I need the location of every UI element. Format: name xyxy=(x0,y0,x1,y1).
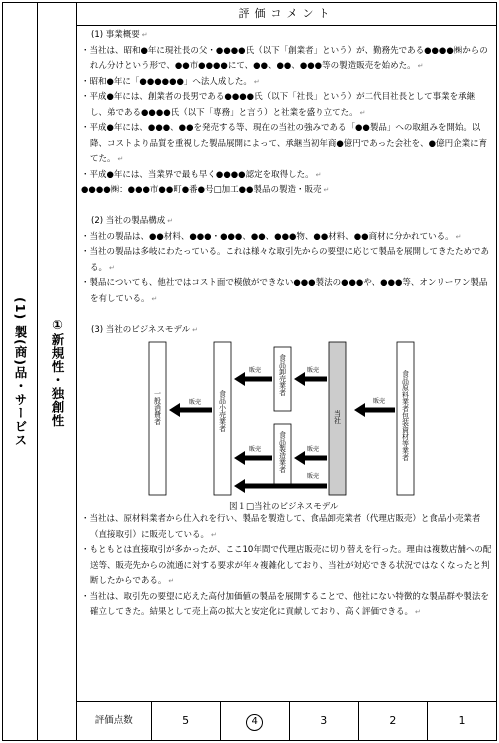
list-item: ・当社は、昭和●年に現社長の父・●●●●氏（以下「創業者」という）が、勤務先である●●●●㈱からのれん分けという形で、●●市●●●●にて、●●、●●、●●●等の製造販売を始めた。 ↵ xyxy=(81,45,488,71)
score-value: 1 xyxy=(458,714,466,727)
score-option-3[interactable] xyxy=(289,702,358,740)
arrow-label: 販売 xyxy=(249,367,262,374)
category-label: (1) 製(商)品・サービス xyxy=(13,296,28,447)
arrow-label: 販売 xyxy=(189,399,202,406)
list-item: ・製品についても、他社ではコスト面で模倣ができない●●●製法の●●●や、●●●等、オンリーワン製品を有している。 ↵ xyxy=(81,278,488,304)
section-title: (1) 事業概要 ↵ xyxy=(91,30,148,40)
retail-label: 食品小売業者 xyxy=(218,390,227,432)
arrow-label: 販売 xyxy=(249,446,262,453)
arrowhead xyxy=(234,451,245,465)
paragraph-mark: ↵ xyxy=(415,608,421,616)
score-row xyxy=(77,701,496,740)
list-item: ・当社の製品は、●●材料、●●●・●●●、●●、●●●物、●●材料、●●商材に分かれている。 ↵ xyxy=(81,231,462,242)
comment-area xyxy=(77,3,496,740)
arrow-label: 販売 xyxy=(307,446,320,453)
arrow-label: 販売 xyxy=(373,398,386,405)
section-title: (2) 当社の製品構成 ↵ xyxy=(91,216,174,226)
paragraph-mark: ↵ xyxy=(455,232,462,241)
arrowhead xyxy=(294,372,305,386)
arrow-label: 販売 xyxy=(307,473,320,480)
list-item: ●●●●㈱：●●●市●●町●番●号□加工●●製品の製造・販売 ↵ xyxy=(81,185,330,195)
score-label: 評価点数 xyxy=(94,715,133,726)
score-value: 3 xyxy=(320,714,328,727)
arrowhead xyxy=(354,403,365,417)
paragraph-mark: ↵ xyxy=(109,263,115,272)
score-value-selected: 4 xyxy=(246,714,263,731)
score-value: 5 xyxy=(182,714,190,727)
arrowhead xyxy=(294,451,305,465)
arrowhead xyxy=(234,479,245,493)
supplier-label: 食品原料業者包装資材等業者 xyxy=(401,370,410,461)
diagram-caption: 図１□当社のビジネスモデル xyxy=(229,502,339,512)
subcategory-label: ①新規性・独創性 xyxy=(50,316,65,427)
processing-label: 食品製造業者 xyxy=(278,431,287,473)
business-model-diagram xyxy=(81,340,494,512)
paragraph-mark: ↵ xyxy=(141,31,148,39)
section-title: (3) 当社のビジネスモデル ↵ xyxy=(91,324,198,335)
paragraph-mark: ↵ xyxy=(315,170,322,179)
list-item: ・当社の製品は多岐にわたっている。これは様々な取引先からの要望に応じて製品を展開してきたためである。 ↵ xyxy=(81,247,490,273)
paragraph-mark: ↵ xyxy=(117,155,124,163)
list-item: ・当社は、取引先の要望に応えた高付加価値の製品を展開することで、他社にない特徴的な製品群や製法を確立してきた。結果として売上高の拡大と安定化に貢献しており、高く評価できる。 ↵ xyxy=(81,591,489,617)
paragraph-mark: ↵ xyxy=(211,530,217,539)
company-label: 当社 xyxy=(333,410,342,424)
list-item: ・昭和●年に「●●●●●●」へ法人成した。 ↵ xyxy=(81,76,260,87)
paragraph-mark: ↵ xyxy=(253,77,260,86)
category-column xyxy=(3,3,38,740)
list-item: ・平成●年には、当業界で最も早く●●●●認定を取得した。 ↵ xyxy=(81,169,322,180)
arrowhead xyxy=(234,372,245,386)
comment-body xyxy=(77,25,496,703)
evaluation-sheet xyxy=(2,2,497,741)
wholesale-label: 食品卸売業者 xyxy=(278,354,287,396)
score-value: 2 xyxy=(389,714,397,727)
score-option-2[interactable] xyxy=(358,702,427,740)
list-item: ・もともとは直接取引が多かったが、ここ10年間で代理店販売に切り替えを行った。理由は複数店舗への配送等、販売先からの流通に対する要求が年々複雑化しており、当社が対応できる状況ではなくなったと判断したからである。 ↵ xyxy=(81,545,492,586)
paragraph-mark: ↵ xyxy=(323,186,330,194)
comment-header: 評価コメント xyxy=(77,3,496,26)
paragraph-mark: ↵ xyxy=(168,577,175,585)
subcategory-column xyxy=(38,3,77,740)
score-option-1[interactable] xyxy=(427,702,496,740)
score-option-5[interactable] xyxy=(151,702,220,740)
paragraph-mark: ↵ xyxy=(192,325,198,334)
paragraph-mark: ↵ xyxy=(417,62,424,70)
arrow-label: 販売 xyxy=(307,367,320,374)
list-item: ・平成●年には、●●●、●●を発売する等、現在の当社の強みである「●●製品」への取組みを開始。以降、コストより品質を重視した製品展開によって、承継当初年商●億円であった会社を、●億円企業に育てた。 ↵ xyxy=(81,123,488,164)
paragraph-mark: ↵ xyxy=(151,294,158,303)
consumer-label: 一般消費者 xyxy=(153,390,162,425)
score-option-4[interactable] xyxy=(220,702,289,740)
arrowhead xyxy=(169,403,180,417)
paragraph-mark: ↵ xyxy=(167,217,174,225)
list-item: ・平成●年には、創業者の長男である●●●●氏（以下「社長」という）が二代目社長として事業を承継し、弟である●●●●氏（以下「専務」と言う）と社業を盛り立てた。 ↵ xyxy=(81,92,476,118)
paragraph-mark: ↵ xyxy=(359,108,366,117)
list-item: ・当社は、原材料業者から仕入れを行い、製品を製造して、食品卸売業者（代理店販売）と食品小売業者（直接取引）に販売している。 ↵ xyxy=(81,514,481,540)
